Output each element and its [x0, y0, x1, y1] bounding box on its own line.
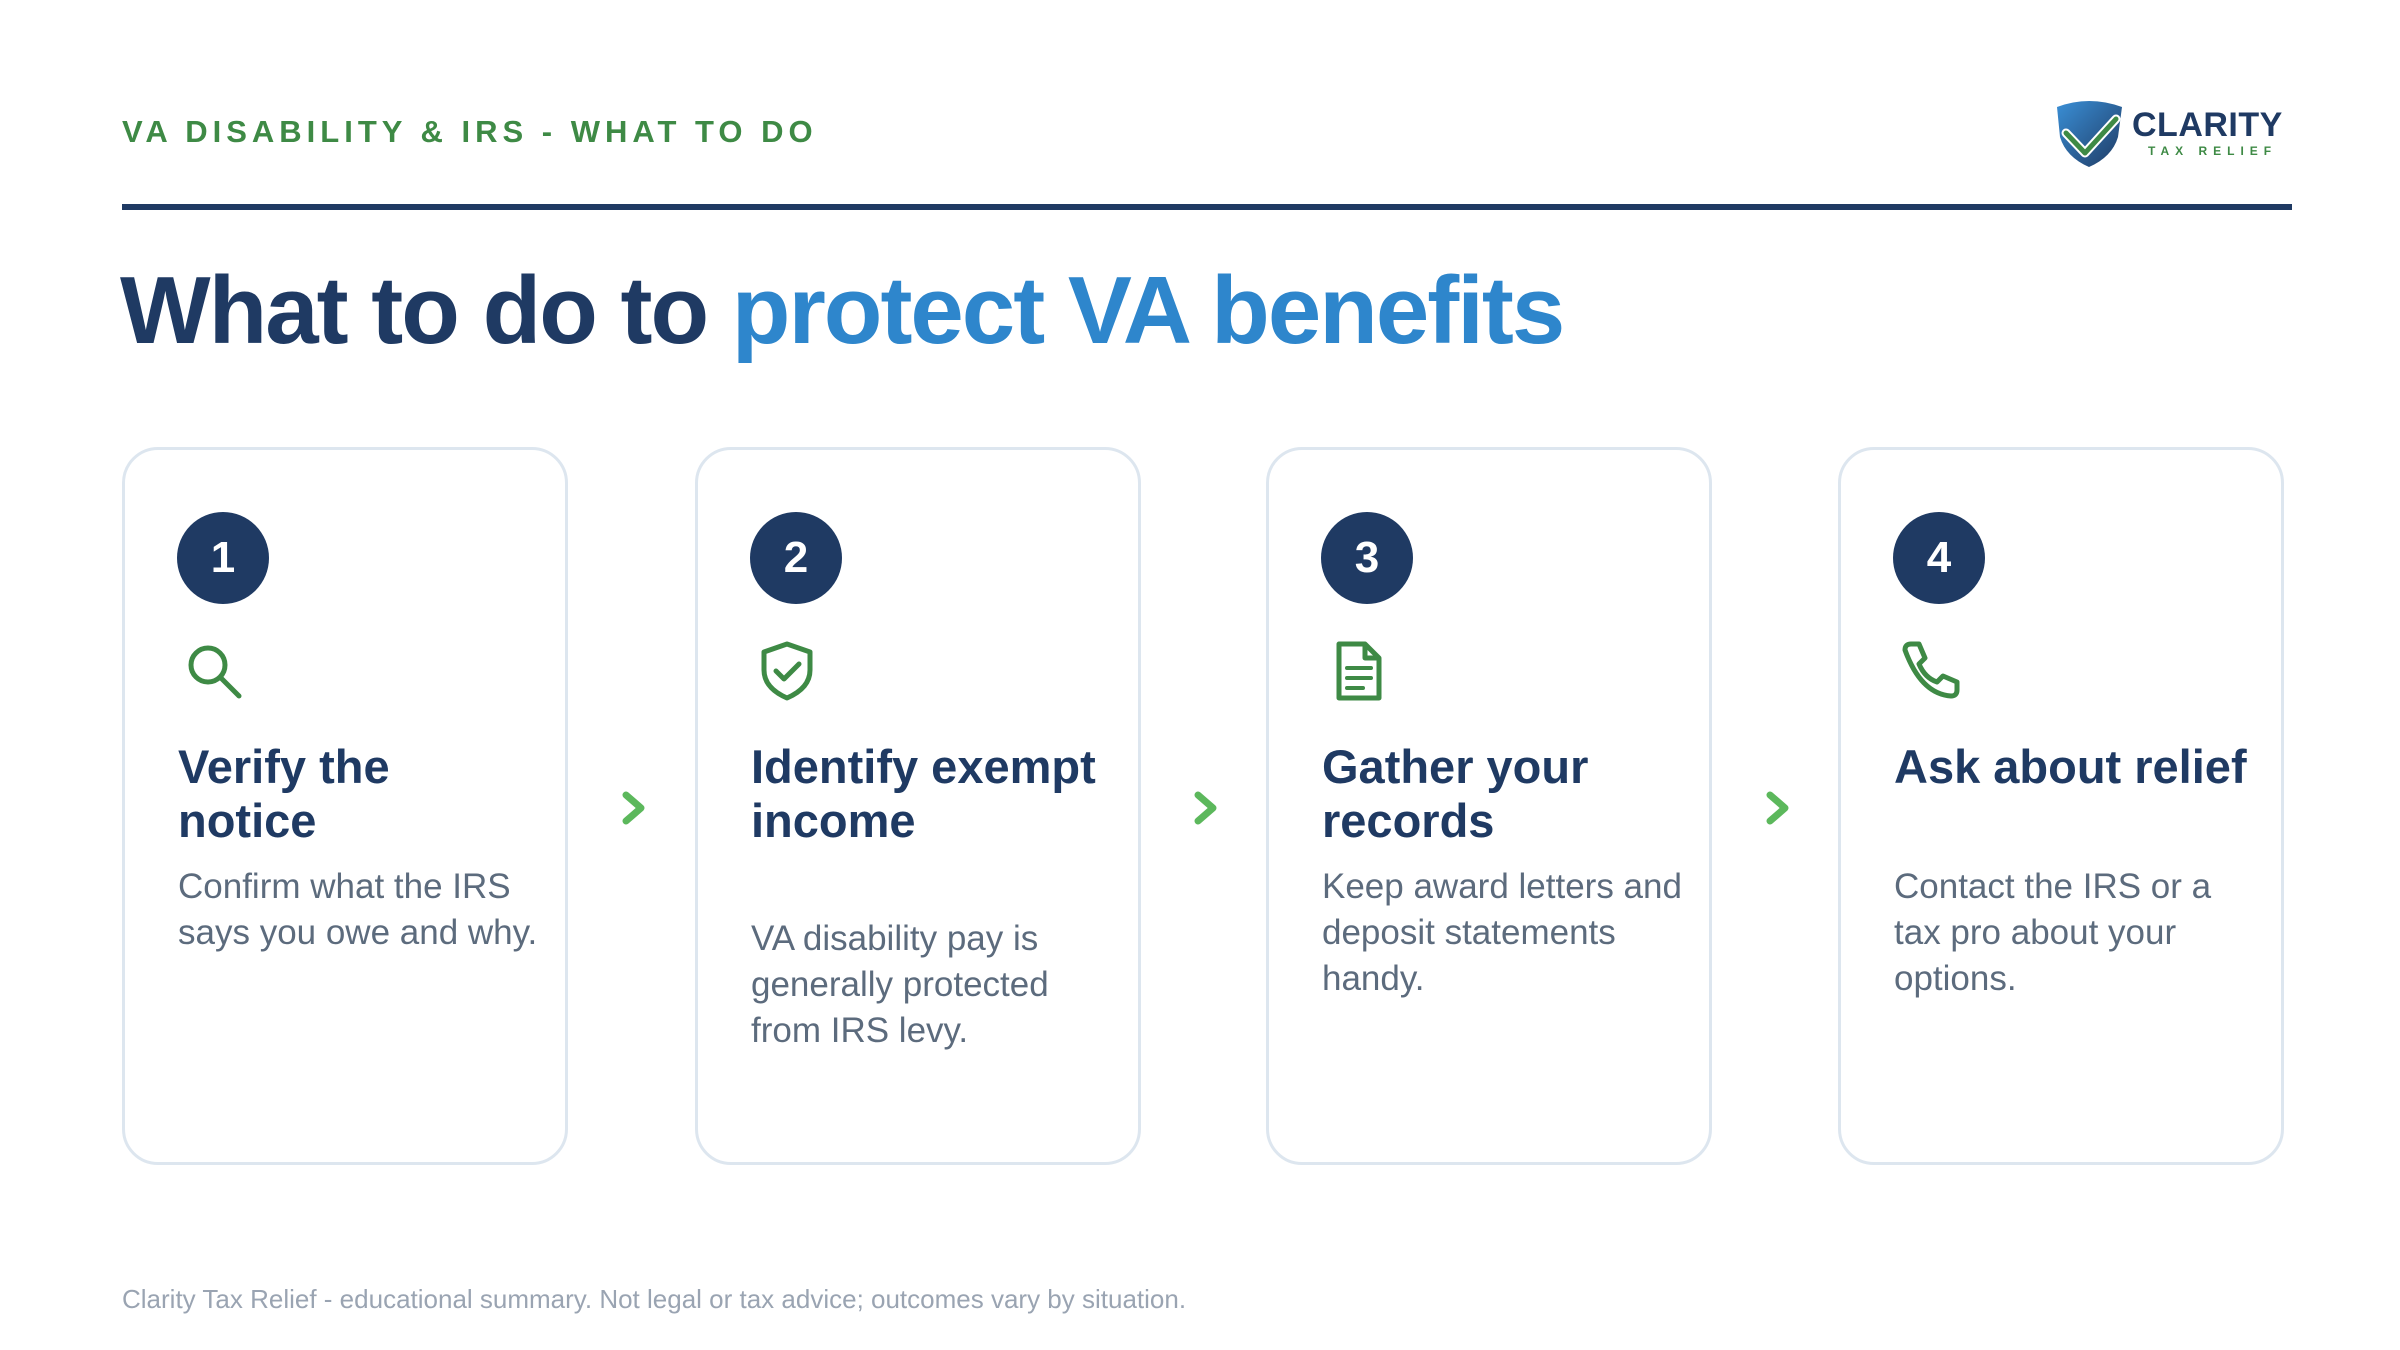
logo-tagline: TAX RELIEF — [2148, 144, 2278, 158]
step-title: Gather your records — [1322, 740, 1589, 847]
step-number-badge: 2 — [750, 512, 842, 604]
step-card-4 — [1838, 447, 2284, 1165]
step-card-3 — [1266, 447, 1712, 1165]
step-title: Identify exempt income — [751, 740, 1096, 847]
chevron-right-icon — [619, 788, 649, 828]
step-description: Keep award letters and deposit statements handy. — [1322, 867, 1682, 998]
logo-wordmark: CLARITY — [2132, 106, 2283, 144]
step-number-badge: 4 — [1893, 512, 1985, 604]
document-icon — [1325, 638, 1391, 704]
eyebrow-label: VA DISABILITY & IRS - WHAT TO DO — [122, 114, 818, 149]
step-description: Confirm what the IRS says you owe and why. — [178, 867, 538, 952]
header-divider — [122, 204, 2292, 210]
page-title-lead: What to do to — [120, 257, 708, 364]
page-title-highlight: protect VA benefits — [731, 257, 1564, 364]
page-title — [120, 256, 1563, 366]
step-description: Contact the IRS or a tax pro about your options. — [1894, 867, 2212, 998]
shield-check-icon — [754, 638, 820, 704]
step-description: VA disability pay is generally protected from IRS levy. — [751, 919, 1049, 1050]
shield-logo-icon — [2052, 97, 2127, 169]
clarity-logo — [2052, 97, 2292, 169]
search-icon — [181, 638, 247, 704]
step-card-1 — [122, 447, 568, 1165]
chevron-right-icon — [1191, 788, 1221, 828]
phone-icon — [1897, 638, 1963, 704]
step-card-2 — [695, 447, 1141, 1165]
step-number-badge: 3 — [1321, 512, 1413, 604]
step-title: Ask about relief — [1894, 740, 2247, 793]
footer-disclaimer: Clarity Tax Relief - educational summary. Not legal or tax advice; outcomes vary by situation. — [122, 1284, 1187, 1314]
step-number-badge: 1 — [177, 512, 269, 604]
chevron-right-icon — [1763, 788, 1793, 828]
step-title: Verify the notice — [178, 740, 390, 847]
